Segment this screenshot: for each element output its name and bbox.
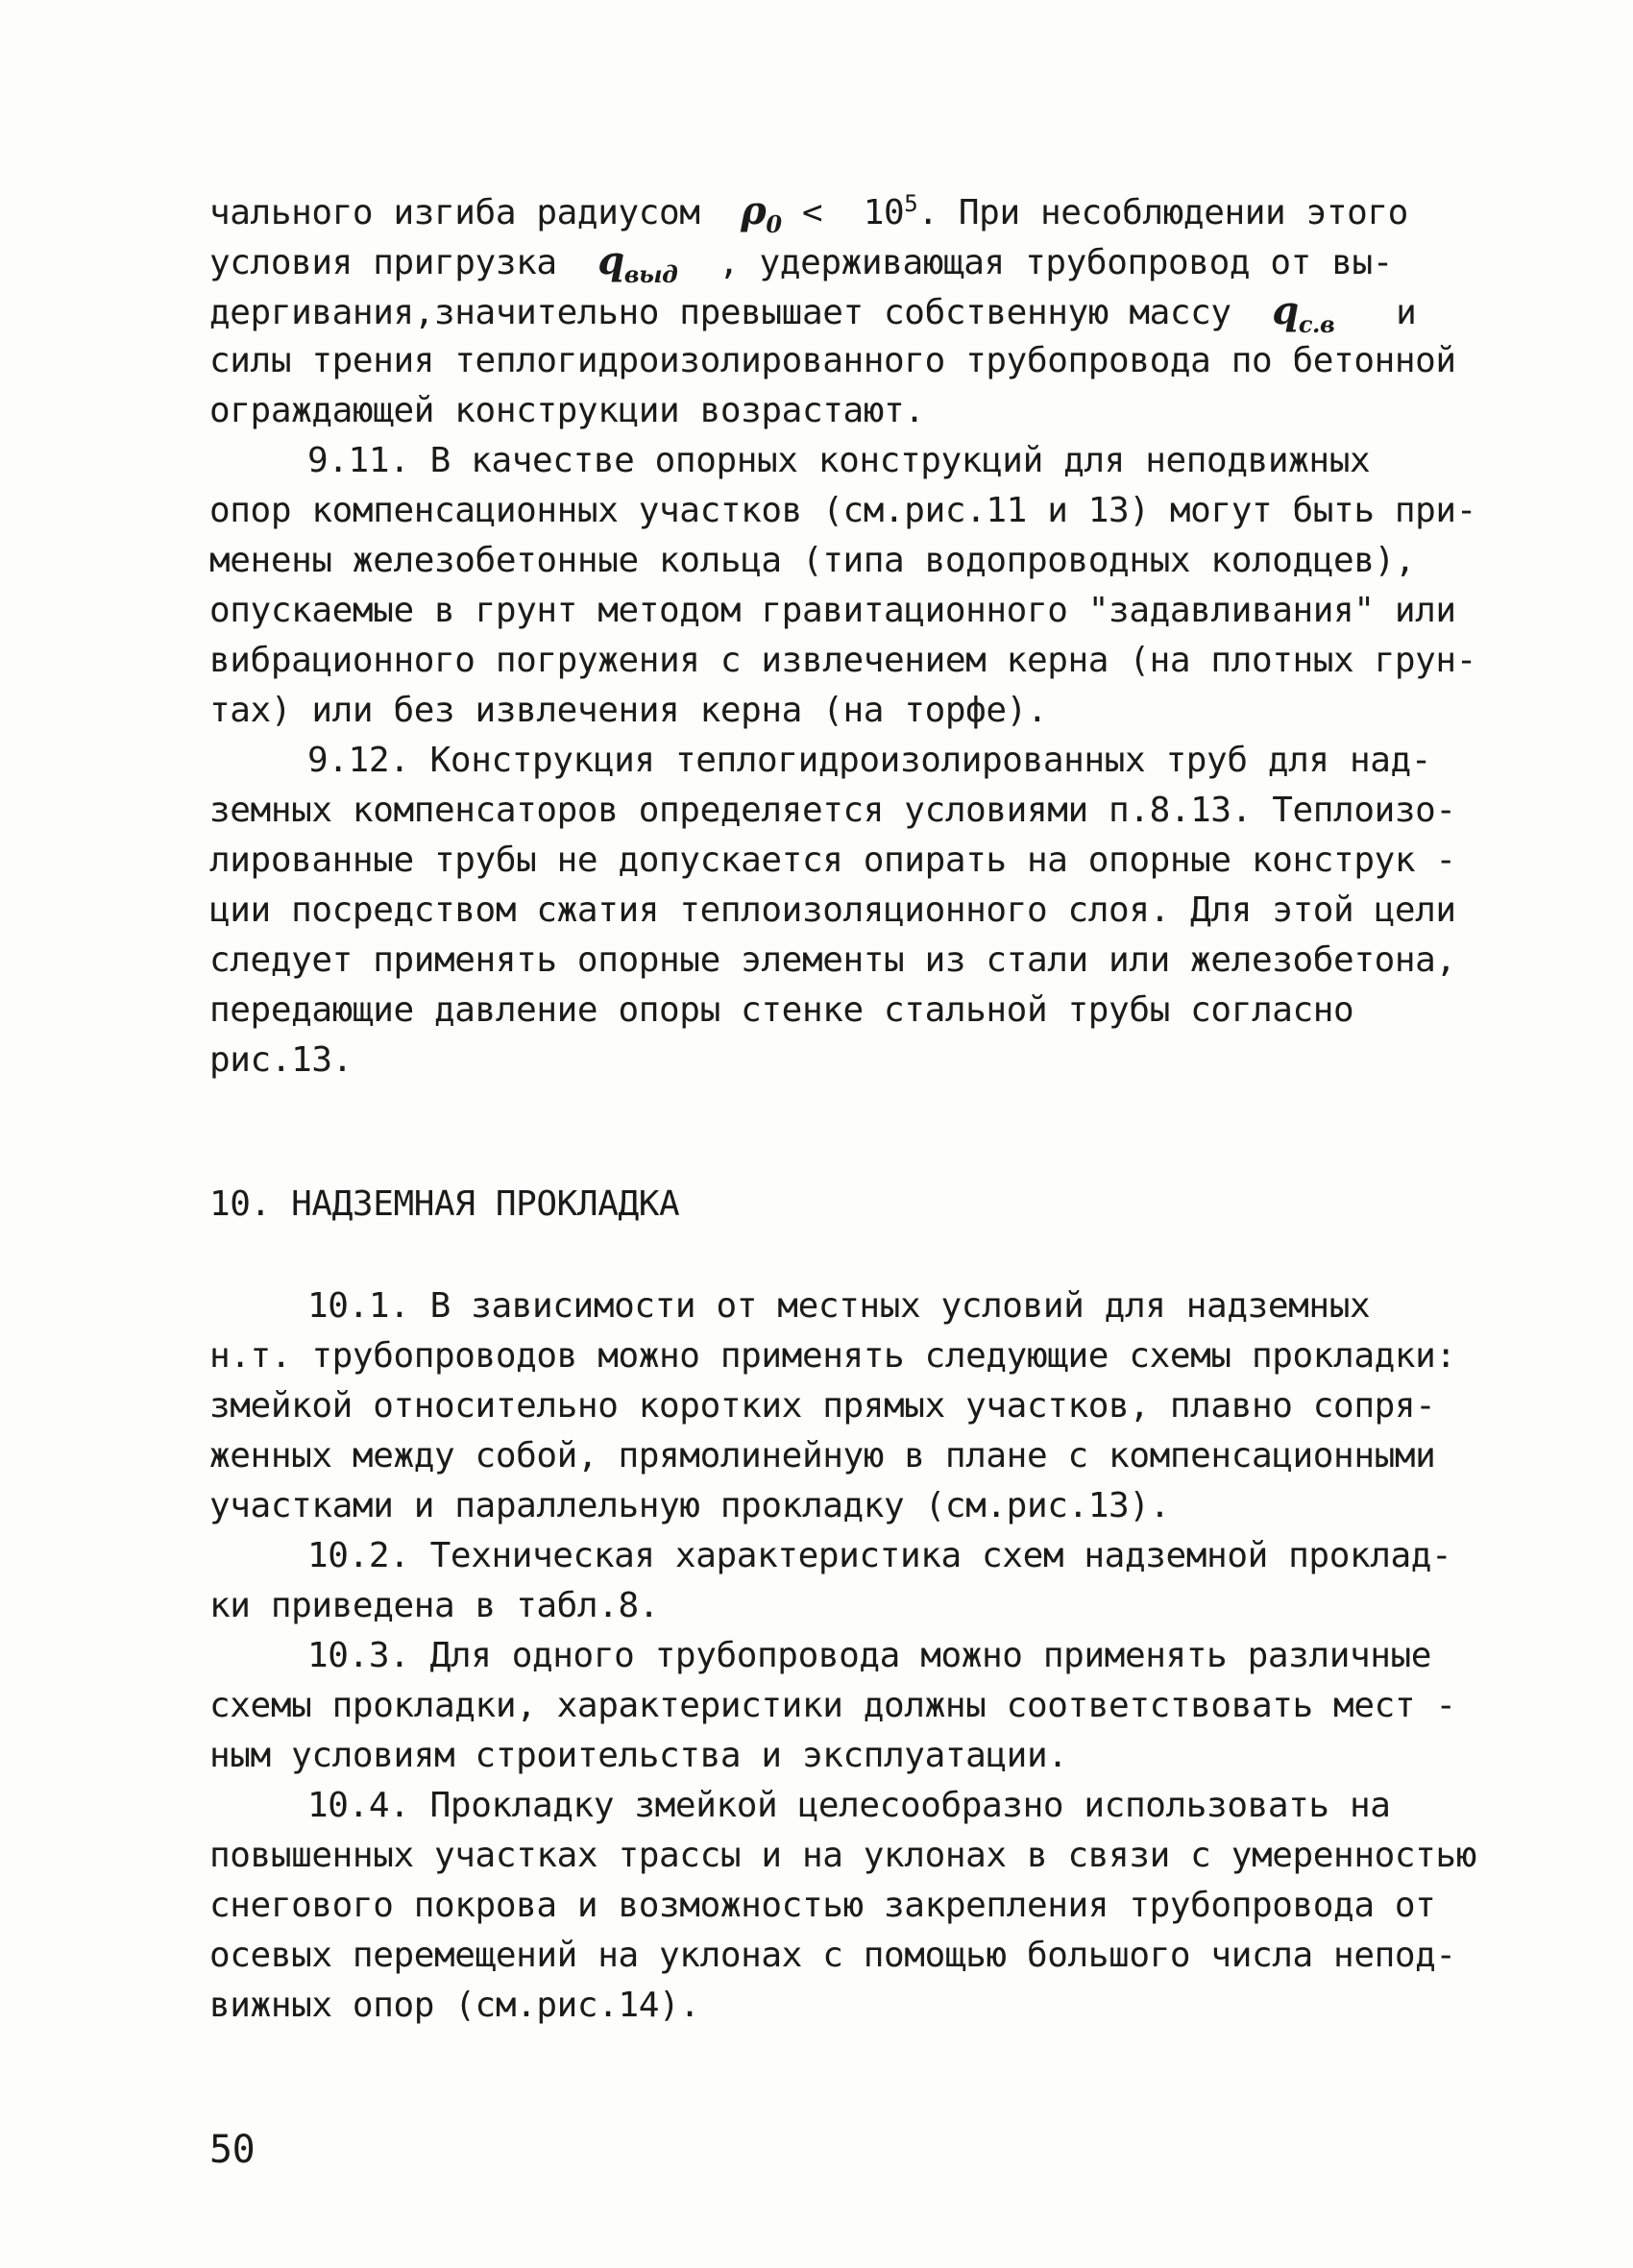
text-line: женных между собой, прямолинейную в плане с компенсационными (209, 1436, 1436, 1475)
page-number: 50 (209, 2128, 256, 2172)
q-symbol: $q_{выд}$ (597, 238, 678, 288)
text-line: силы трения теплогидроизолированного трубопровода по бетонной (209, 341, 1456, 380)
text-line: ограждающей конструкции возрастают. (209, 391, 925, 430)
section-heading: 10. НАДЗЕМНАЯ ПРОКЛАДКА (209, 1184, 680, 1224)
line-segment: < 10 (781, 193, 905, 232)
text-line: вижных опор (см.рис.14). (209, 1986, 700, 2025)
text-line: земных компенсаторов определяется условиями п.8.13. Теплоизо- (209, 791, 1456, 830)
text-line: опор компенсационных участков (см.рис.11 и 13) могут быть при- (209, 491, 1476, 530)
paragraph-10-4-start: 10.4. Прокладку змейкой целесообразно использовать на (307, 1786, 1391, 1825)
text-line: тах) или без извлечения керна (на торфе). (209, 691, 1048, 730)
text-line: осевых перемещений на уклонах с помощью большого числа непод- (209, 1936, 1456, 1975)
paragraph-10-3-start: 10.3. Для одного трубопровода можно применять различные (307, 1636, 1432, 1675)
text-line: схемы прокладки, характеристики должны соответствовать мест - (209, 1686, 1456, 1725)
q-symbol: $q_{с.в}$ (1272, 288, 1335, 338)
text-line (209, 188, 1408, 238)
paragraph-9-11-start: 9.11. В качестве опорных конструкций для неподвижных (307, 441, 1371, 480)
paragraph-9-12-start: 9.12. Конструкция теплогидроизолированных труб для над- (307, 741, 1432, 780)
text-line: змейкой относительно коротких прямых участков, плавно сопря- (209, 1386, 1436, 1426)
line-segment: условия пригрузка (209, 243, 598, 282)
text-line: участками и параллельную прокладку (см.рис.13). (209, 1486, 1170, 1525)
text-line: повышенных участках трассы и на уклонах в связи с умеренностью (209, 1836, 1476, 1875)
text-line: менены железобетонные кольца (типа водопроводных колодцев), (209, 541, 1416, 580)
text-line: н.т. трубопроводов можно применять следующие схемы прокладки: (209, 1336, 1456, 1376)
line-segment: чального изгиба радиусом (209, 193, 742, 232)
text-line (209, 288, 1417, 338)
text-line: ции посредством сжатия теплоизоляционного слоя. Для этой цели (209, 890, 1456, 930)
line-segment: . При несоблюдении этого (917, 193, 1408, 232)
text-line: ки приведена в табл.8. (209, 1586, 660, 1625)
text-line: лированные трубы не допускается опирать на опорные конструк - (209, 841, 1456, 880)
line-segment: дергивания,значительно превышает собственную массу (209, 293, 1273, 332)
paragraph-10-2-start: 10.2. Техническая характеристика схем надземной проклад- (307, 1536, 1452, 1575)
exponent: 5 (904, 190, 918, 217)
line-segment: , удерживающая трубопровод от вы- (677, 243, 1394, 282)
text-line: вибрационного погружения с извлечением керна (на плотных грун- (209, 641, 1476, 680)
rho-symbol: $\rho_0$ (741, 188, 782, 238)
paragraph-10-1-start: 10.1. В зависимости от местных условий для надземных (307, 1286, 1371, 1326)
text-line: следует применять опорные элементы из стали или железобетона, (209, 940, 1456, 980)
text-line: опускаемые в грунт методом гравитационного "задавливания" или (209, 591, 1456, 630)
text-line: рис.13. (209, 1040, 353, 1080)
line-segment: и (1334, 293, 1417, 332)
text-line: ным условиям строительства и эксплуатации. (209, 1736, 1068, 1775)
text-line: передающие давление опоры стенке стальной трубы согласно (209, 990, 1354, 1030)
text-line: снегового покрова и возможностью закрепления трубопровода от (209, 1886, 1436, 1925)
text-line (209, 238, 1394, 288)
